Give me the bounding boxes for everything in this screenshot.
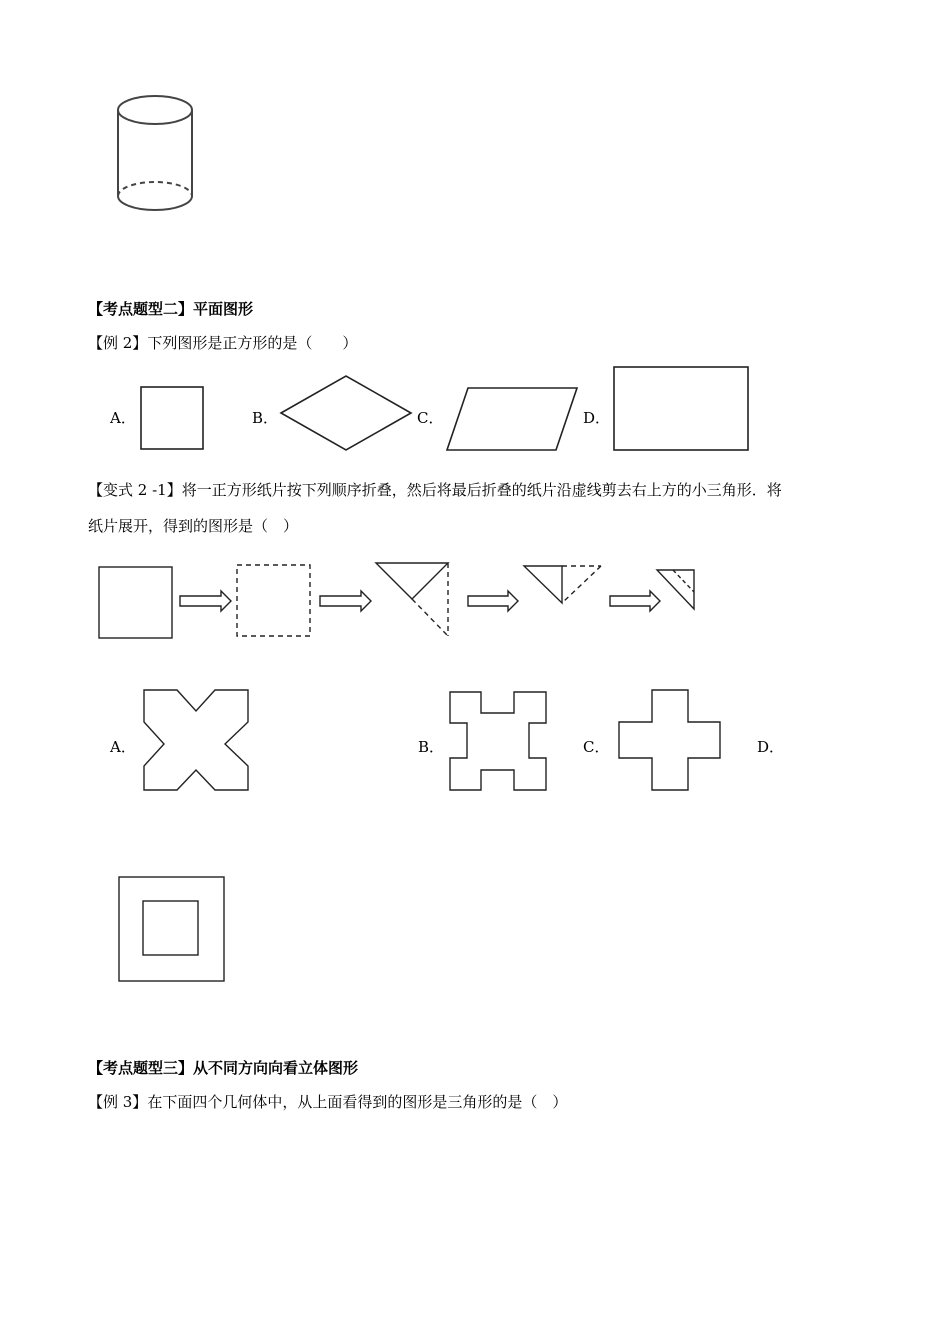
heading-label: 考点题型二 xyxy=(103,300,179,318)
heading-bracket-close: 】 xyxy=(178,1059,194,1077)
arrow-icon xyxy=(180,591,231,611)
heading-label: 考点题型三 xyxy=(103,1059,179,1077)
fold-step-4-triangle xyxy=(524,566,601,603)
fold-step-3-triangle xyxy=(376,563,448,636)
variant-option-d-label: D． xyxy=(757,738,785,756)
question-text: 下列图形是正方形的是（ ） xyxy=(147,334,358,352)
variant-tag: 【变式 2 -1】 xyxy=(88,481,182,499)
variant-option-a-label: A． xyxy=(110,738,136,756)
section-heading-2 xyxy=(88,299,253,319)
option-c-cross-shape xyxy=(619,690,720,790)
option-d-inner-square xyxy=(143,901,198,955)
heading-title: 从不同方向向看立体图形 xyxy=(193,1059,359,1077)
option-d-label: D． xyxy=(583,409,611,427)
variant-text-1: 将一正方形纸片按下列顺序折叠，然后将最后折叠的纸片沿虚线剪去右上方的小三角形．将 xyxy=(181,481,782,499)
variant-2-1-line1 xyxy=(88,480,782,500)
option-b-rhombus xyxy=(281,376,411,450)
option-b-label: B． xyxy=(252,409,279,427)
option-a-label: A． xyxy=(110,409,136,427)
heading-bracket-open: 【 xyxy=(88,1059,104,1077)
arrow-icon xyxy=(610,591,660,611)
variant-2-1-line2: 纸片展开，得到的图形是（ ） xyxy=(88,517,299,535)
example-tag: 【例 2】 xyxy=(88,334,148,352)
arrow-icon xyxy=(320,591,371,611)
fold-step-2-square xyxy=(237,565,310,636)
fold-step-1-square xyxy=(99,567,172,638)
example-tag: 【例 3】 xyxy=(88,1093,148,1111)
option-c-parallelogram xyxy=(447,388,577,450)
option-d-outer-square xyxy=(119,877,224,981)
arrow-icon xyxy=(468,591,518,611)
section-heading-3 xyxy=(88,1058,358,1078)
option-d-rectangle xyxy=(614,367,748,450)
variant-option-c-label: C． xyxy=(583,738,610,756)
example-2-question xyxy=(88,333,357,353)
question-text: 在下面四个几何体中，从上面看得到的图形是三角形的是（ ） xyxy=(147,1093,568,1111)
option-c-label: C． xyxy=(417,409,444,427)
variant-option-b-label: B． xyxy=(418,738,445,756)
fold-step-5-triangle xyxy=(657,570,694,609)
option-a-square xyxy=(141,387,203,449)
option-b-notched-shape xyxy=(450,692,546,790)
heading-bracket-close: 】 xyxy=(178,300,194,318)
heading-title: 平面图形 xyxy=(193,300,254,318)
heading-bracket-open: 【 xyxy=(88,300,104,318)
option-a-x-shape xyxy=(144,690,248,790)
example-3-question xyxy=(88,1092,567,1112)
